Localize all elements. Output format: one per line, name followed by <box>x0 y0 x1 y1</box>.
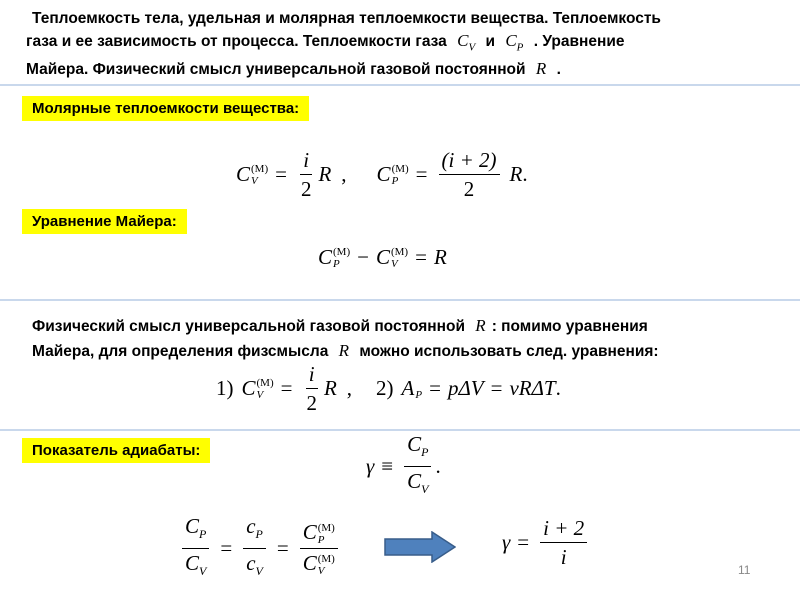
separator-1 <box>0 84 800 86</box>
title-line-1: Теплоемкость тела, удельная и молярная теплоемкости вещества. Теплоемкость <box>32 10 661 27</box>
cp-symbol: $C_P$ <box>505 31 524 54</box>
section-heading-mayer: Уравнение Майера: <box>22 209 187 234</box>
title-line-3: Майера. Физический смысл универсальной газовой постоянной <box>26 61 526 79</box>
title-line-2: газа и ее зависимость от процесса. Теплоемкости газа <box>26 33 447 50</box>
formula-molar-heat-capacities: C (M) V = $\frac{i}{2}$ R , C (M) P = $\frac{(i + 2)}{2}$ R . <box>236 148 528 201</box>
section-heading-molar: Молярные теплоемкости вещества: <box>22 96 309 121</box>
slide-title <box>26 8 786 81</box>
title-line-2-end: . Уравнение <box>533 33 625 50</box>
physical-meaning-paragraph: Физический смысл универсальной газовой постоянной R : помимо уравнения Майера, для определения физсмысла R можно использовать след. уравнения: <box>32 316 659 360</box>
formula-gamma-definition: γ ≡ $\frac{C_P}{C_V}$ . <box>366 432 441 497</box>
formula-gamma-degrees-of-freedom: γ = $\frac{i + 2}{i}$ <box>502 516 591 569</box>
separator-2 <box>0 299 800 301</box>
formula-ratio-chain: $\frac{C_P}{C_V}$ = $\frac{c_P}{c_V}$ = C (M) P C (M) V <box>178 514 342 583</box>
title-and: и <box>485 33 496 50</box>
r-symbol: R <box>535 59 547 79</box>
page-number: 11 <box>738 563 751 577</box>
formula-r-meaning: 1) C (M) V = $\frac{i}{2}$ R , 2) A P = pΔV = νRΔT . <box>216 362 561 415</box>
cv-symbol: $C_V$ <box>457 31 476 54</box>
right-arrow-icon <box>384 531 456 563</box>
title-line-3-end: . <box>556 61 561 79</box>
section-heading-adiabatic: Показатель адиабаты: <box>22 438 210 463</box>
formula-mayer: C (M) P − C (M) V = R <box>318 245 447 270</box>
separator-3 <box>0 429 800 431</box>
